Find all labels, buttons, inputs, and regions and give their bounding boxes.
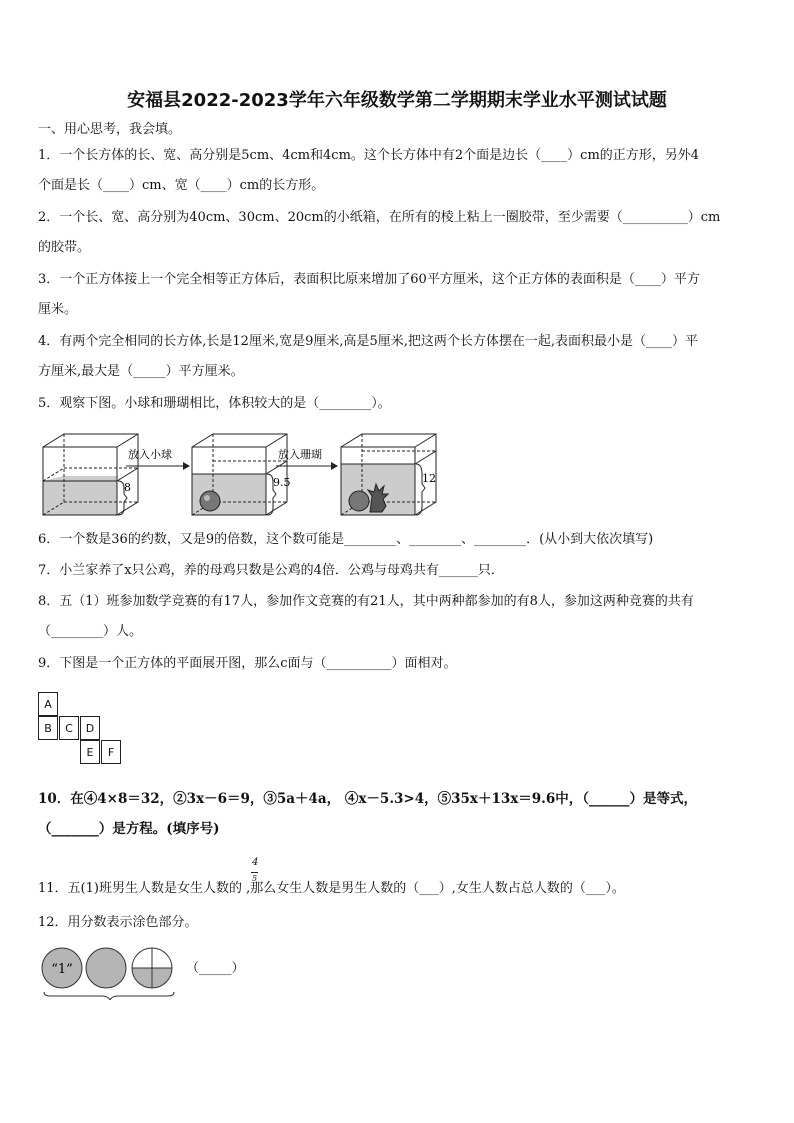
- container-1: [43, 434, 138, 515]
- fraction-numerator: 4: [252, 857, 259, 868]
- net-face-d: D: [80, 716, 100, 740]
- brace: [44, 992, 174, 1000]
- fraction-bar: [251, 872, 258, 873]
- question-1-line-2: 个面是长（____）cm、宽（____）cm的长方形。: [38, 178, 325, 193]
- question-12: 12．用分数表示涂色部分。: [38, 915, 198, 930]
- section-heading: 一、用心思考，我会填。: [38, 122, 182, 137]
- question-12-answer-blank: （_____）: [186, 961, 245, 976]
- question-2-line-2: 的胶带。: [38, 240, 91, 255]
- net-face-a: A: [38, 692, 58, 716]
- fraction-denominator: 5: [252, 874, 258, 883]
- net-face-b: B: [38, 716, 58, 740]
- net-face-f: F: [101, 740, 121, 764]
- arrow-2-label: 放入珊瑚: [278, 448, 322, 461]
- water-level-3: 12: [422, 472, 436, 485]
- question-7: 7．小兰家养了x只公鸡，养的母鸡只数是公鸡的4倍．公鸡与母鸡共有______只．: [38, 563, 504, 578]
- arrow-1: [126, 447, 190, 470]
- question-10-line-2: （_______）是方程。(填序号): [38, 821, 220, 837]
- page-title: 安福县2022-2023学年六年级数学第二学期期末学业水平测试试题: [127, 90, 667, 111]
- whole-circle-2: [86, 948, 126, 988]
- question-4-line-1: 4．有两个完全相同的长方体,长是12厘米,宽是9厘米,高是5厘米,把这两个长方体摆在一起,表面积最小是（____）平: [38, 334, 699, 349]
- question-1-line-1: 1．一个长方体的长、宽、高分别是5cm、4cm和4cm。这个长方体中有2个面是边长（____）cm的正方形，另外4: [38, 148, 700, 163]
- question-9: 9．下图是一个正方体的平面展开图，那么c面与（__________）面相对。: [38, 656, 457, 671]
- question-2-line-1: 2．一个长、宽、高分别为40cm、30cm、20cm的小纸箱，在所有的棱上粘上一圈胶带，至少需要（__________）cm: [38, 210, 721, 225]
- question-3-line-1: 3．一个正方体接上一个完全相等正方体后，表面积比原来增加了60平方厘米，这个正方体的表面积是（____）平方: [38, 272, 700, 287]
- question-4-line-2: 方厘米,最大是（_____）平方厘米。: [38, 364, 244, 379]
- net-face-e: E: [80, 740, 100, 764]
- question-8-line-2: （________）人。: [38, 624, 143, 639]
- container-3: [341, 434, 436, 515]
- container-2: [192, 434, 291, 515]
- question-10-line-1: 10．在④4×8＝32，②3x－6＝9，③5a＋4a， ④x－5.3>4，⑤35x＋13x＝9.6中，（______）是等式，: [38, 791, 698, 807]
- water-level-1: 8: [124, 481, 131, 494]
- net-face-c: C: [59, 716, 79, 740]
- small-ball: [200, 491, 220, 511]
- arrow-1-label: 放入小球: [128, 448, 172, 461]
- arrow-2: [276, 447, 338, 470]
- water-level-2: 9.5: [273, 476, 291, 489]
- question-5-figure: [38, 428, 448, 520]
- unit-one-label: “1”: [51, 962, 73, 977]
- question-5: 5．观察下图。小球和珊瑚相比，体积较大的是（________）。: [38, 396, 391, 411]
- ball-in-box-3: [349, 491, 369, 511]
- question-8-line-1: 8．五（1）班参加数学竞赛的有17人，参加作文竞赛的有21人，其中两种都参加的有8人，参加这两种竞赛的共有: [38, 594, 694, 609]
- quarter-circle: [132, 948, 172, 988]
- question-11: 11．五(1)班男生人数是女生人数的 ,那么女生人数是男生人数的（___）,女生人数占总人数的（___）。: [38, 881, 625, 896]
- question-3-line-2: 厘米。: [38, 302, 78, 317]
- question-6: 6．一个数是36的约数，又是9的倍数，这个数可能是________、________、________．(从小到大依次填写): [38, 532, 654, 547]
- question-12-figure: [38, 944, 198, 1000]
